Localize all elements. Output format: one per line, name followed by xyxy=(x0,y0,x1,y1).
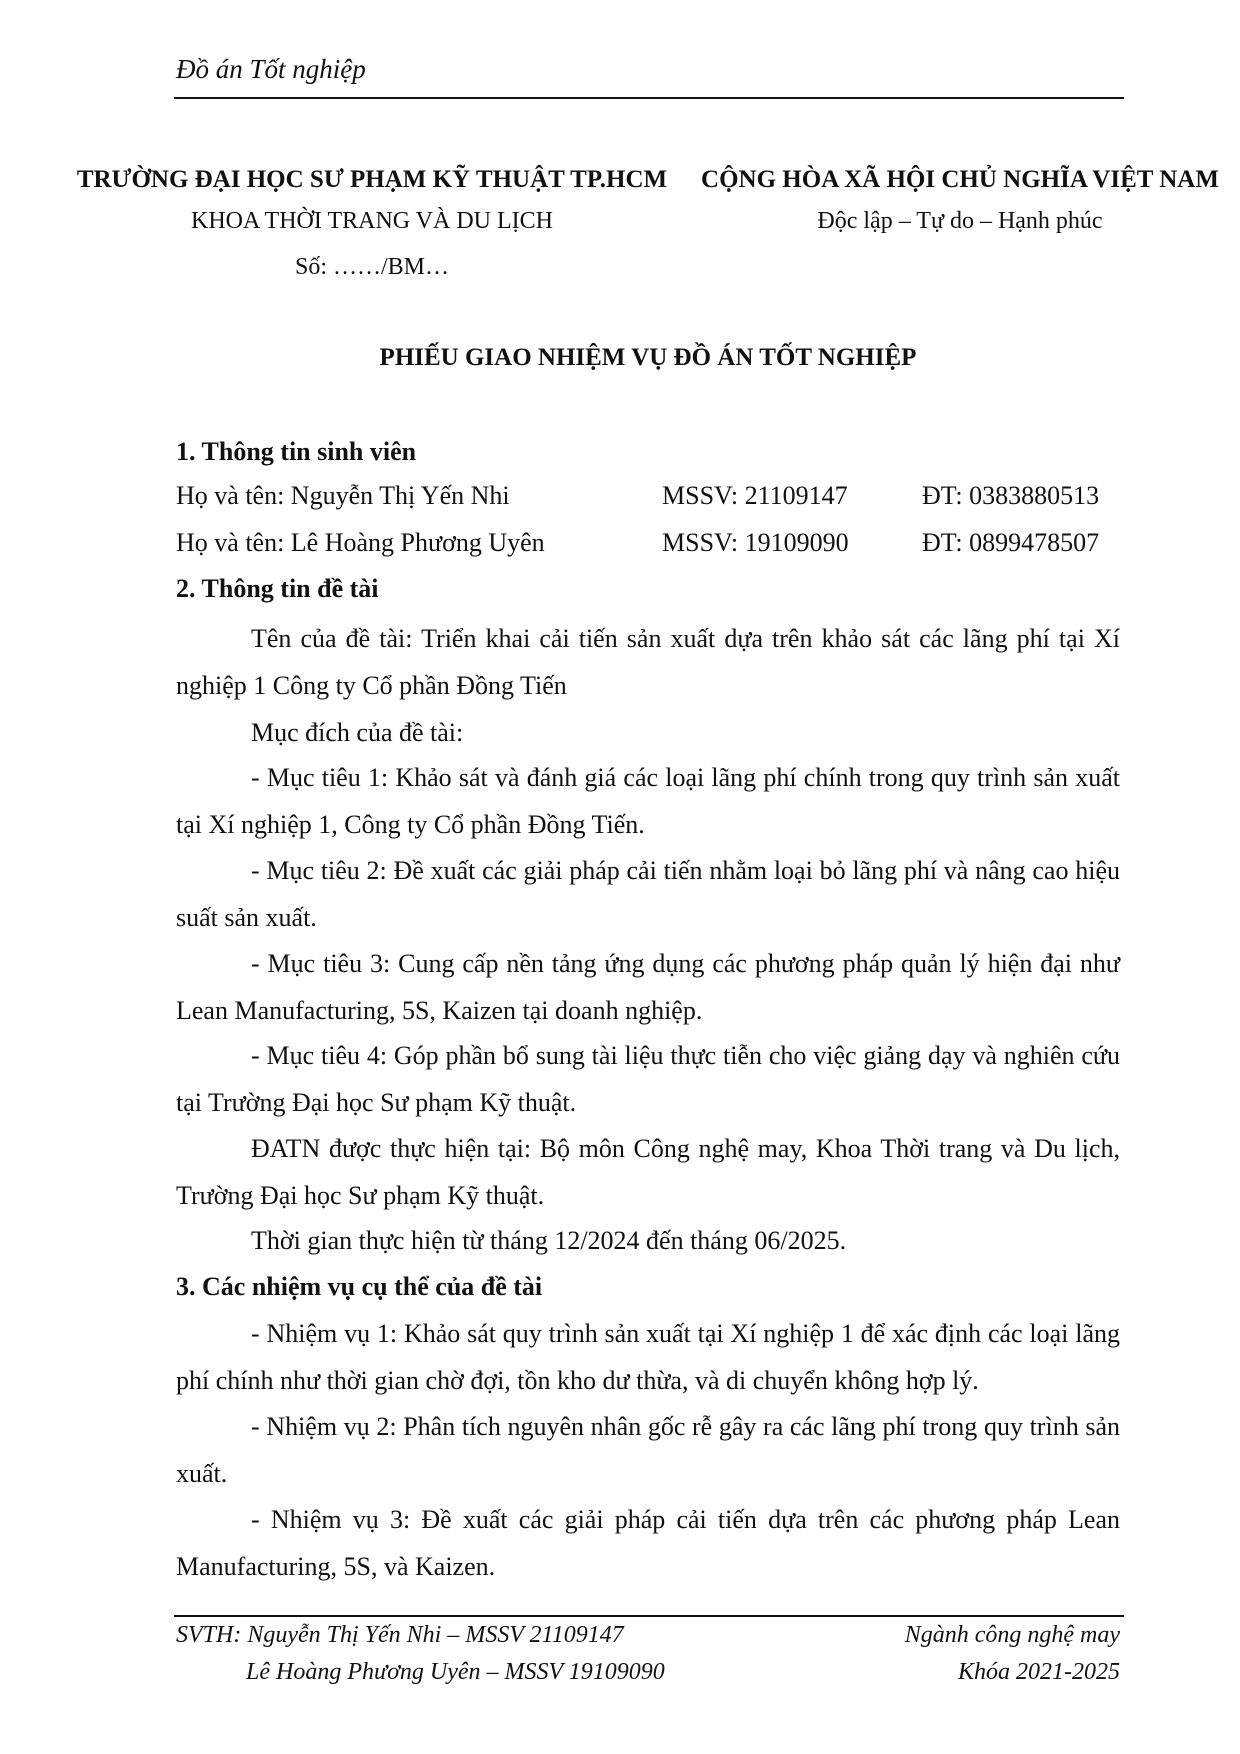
student-1-mssv: MSSV: 21109147 xyxy=(662,481,848,510)
student-2-phone: ĐT: 0899478507 xyxy=(922,528,1100,557)
goal-2-text: - Mục tiêu 2: Đề xuất các giải pháp cải tiến nhằm loại bỏ lãng phí và nâng cao hiệu suất sản xuất. xyxy=(176,856,1120,932)
location-paragraph xyxy=(176,1125,1120,1219)
footer-student-1: SVTH: Nguyễn Thị Yến Nhi – MSSV 21109147 xyxy=(176,1622,624,1648)
goal-1-paragraph xyxy=(176,754,1120,848)
task-2-text: - Nhiệm vụ 2: Phân tích nguyên nhân gốc rễ gây ra các lãng phí trong quy trình sản xuất. xyxy=(176,1412,1120,1488)
goal-3-paragraph xyxy=(176,940,1120,1034)
time-text: Thời gian thực hiện từ tháng 12/2024 đến tháng 06/2025. xyxy=(251,1226,847,1255)
goal-3-text: - Mục tiêu 3: Cung cấp nền tảng ứng dụng các phương pháp quản lý hiện đại như Lean Manufacturing, 5S, Kaizen tại doanh nghiệp. xyxy=(176,949,1120,1025)
goal-4-paragraph xyxy=(176,1032,1120,1126)
document-title: PHIẾU GIAO NHIỆM VỤ ĐỒ ÁN TỐT NGHIỆP xyxy=(379,344,917,371)
university-name: TRƯỜNG ĐẠI HỌC SƯ PHẠM KỸ THUẬT TP.HCM xyxy=(76,166,668,193)
task-1-paragraph xyxy=(176,1310,1120,1404)
national-motto: Độc lập – Tự do – Hạnh phúc xyxy=(817,208,1103,234)
purpose-label: Mục đích của đề tài: xyxy=(251,718,464,747)
section-1-heading: 1. Thông tin sinh viên xyxy=(176,437,417,466)
goal-4-text: - Mục tiêu 4: Góp phần bổ sung tài liệu thực tiễn cho việc giảng dạy và nghiên cứu tại Trường Đại học Sư phạm Kỹ thuật. xyxy=(176,1041,1120,1117)
faculty-name: KHOA THỜI TRANG VÀ DU LỊCH xyxy=(190,208,553,234)
task-1-text: - Nhiệm vụ 1: Khảo sát quy trình sản xuất tại Xí nghiệp 1 để xác định các loại lãng phí chính như thời gian chờ đợi, tồn kho dư thừa, và di chuyển không hợp lý. xyxy=(176,1319,1120,1395)
national-title: CỘNG HÒA XÃ HỘI CHỦ NGHĨA VIỆT NAM xyxy=(701,166,1219,193)
location-text: ĐATN được thực hiện tại: Bộ môn Công nghệ may, Khoa Thời trang và Du lịch, Trường Đại học Sư phạm Kỹ thuật. xyxy=(176,1134,1120,1210)
section-2-heading: 2. Thông tin đề tài xyxy=(176,574,379,603)
task-2-paragraph xyxy=(176,1403,1120,1497)
document-number: Số: ……/BM… xyxy=(294,254,450,280)
goal-1-text: - Mục tiêu 1: Khảo sát và đánh giá các loại lãng phí chính trong quy trình sản xuất tại Xí nghiệp 1, Công ty Cổ phần Đồng Tiến. xyxy=(176,763,1120,839)
task-3-paragraph xyxy=(176,1496,1120,1590)
student-2-name: Họ và tên: Lê Hoàng Phương Uyên xyxy=(176,528,545,557)
student-1-phone: ĐT: 0383880513 xyxy=(922,481,1100,510)
topic-paragraph xyxy=(176,615,1120,709)
student-2-mssv: MSSV: 19109090 xyxy=(662,528,849,557)
footer-student-2: Lê Hoàng Phương Uyên – MSSV 19109090 xyxy=(246,1659,665,1685)
footer-rule xyxy=(174,1615,1124,1617)
goal-2-paragraph xyxy=(176,847,1120,941)
task-3-text: - Nhiệm vụ 3: Đề xuất các giải pháp cải tiến dựa trên các phương pháp Lean Manufacturing, 5S, và Kaizen. xyxy=(176,1505,1120,1581)
section-3-heading: 3. Các nhiệm vụ cụ thể của đề tài xyxy=(176,1272,543,1301)
running-header-title: Đồ án Tốt nghiệp xyxy=(176,54,366,84)
topic-text: Tên của đề tài: Triển khai cải tiến sản xuất dựa trên khảo sát các lãng phí tại Xí nghiệp 1 Công ty Cổ phần Đồng Tiến xyxy=(176,624,1120,700)
student-1-name: Họ và tên: Nguyễn Thị Yến Nhi xyxy=(176,481,510,510)
header-rule xyxy=(174,97,1124,99)
footer-cohort: Khóa 2021-2025 xyxy=(958,1659,1120,1685)
footer-major: Ngành công nghệ may xyxy=(904,1622,1120,1648)
